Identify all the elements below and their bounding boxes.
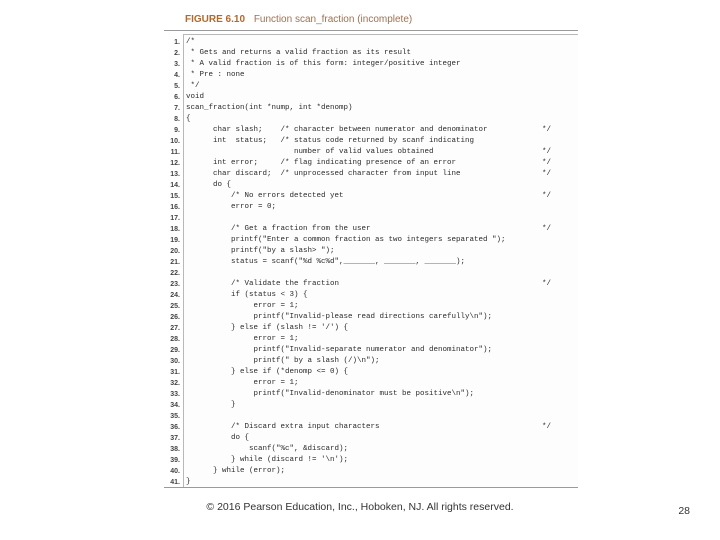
comment-end: */ [542, 126, 552, 134]
code-line [164, 70, 574, 81]
code-line [164, 334, 574, 345]
code-text: } [186, 401, 236, 409]
line-number: 12. [170, 160, 180, 167]
line-number: 5. [174, 83, 180, 90]
code-line [164, 213, 574, 224]
line-number: 2. [174, 50, 180, 57]
line-number: 20. [170, 248, 180, 255]
line-number: 16. [170, 204, 180, 211]
code-text: * Pre : none [186, 71, 245, 79]
comment-end: */ [542, 280, 552, 288]
code-text: error = 1; [186, 379, 299, 387]
code-line [164, 37, 574, 48]
code-text: char discard; /* unprocessed character from input line [186, 170, 461, 178]
code-line [164, 455, 574, 466]
line-number: 32. [170, 380, 180, 387]
code-text: } [186, 478, 191, 486]
code-text: } else if (*denomp <= 0) { [186, 368, 349, 376]
code-text: char slash; /* character between numerator and denominator [186, 126, 488, 134]
code-line [164, 466, 574, 477]
code-text: printf(" by a slash (/)\n"); [186, 357, 380, 365]
figure-title [185, 14, 412, 25]
code-text: printf("Invalid-separate numerator and denominator"); [186, 346, 493, 354]
comment-end: */ [542, 192, 552, 200]
figure-bottom-rule [164, 487, 578, 488]
code-line [164, 345, 574, 356]
code-text: scanf("%c", &discard); [186, 445, 349, 453]
line-number: 33. [170, 391, 180, 398]
code-line [164, 169, 574, 180]
line-number: 38. [170, 446, 180, 453]
code-line [164, 433, 574, 444]
code-line [164, 444, 574, 455]
comment-end: */ [542, 170, 552, 178]
code-line [164, 367, 574, 378]
code-line [164, 389, 574, 400]
line-number: 6. [174, 94, 180, 101]
figure-top-rule [164, 30, 578, 31]
code-line [164, 147, 574, 158]
code-line [164, 92, 574, 103]
figure-number: FIGURE 6.10 [185, 14, 246, 25]
page-number: 28 [678, 505, 690, 517]
code-line [164, 125, 574, 136]
code-text: number of valid values obtained [186, 148, 434, 156]
code-line [164, 301, 574, 312]
line-number: 19. [170, 237, 180, 244]
code-line [164, 48, 574, 59]
code-line [164, 323, 574, 334]
line-number: 35. [170, 413, 180, 420]
line-number: 10. [170, 138, 180, 145]
code-line [164, 411, 574, 422]
code-line [164, 224, 574, 235]
comment-end: */ [542, 159, 552, 167]
code-line [164, 235, 574, 246]
code-line [164, 400, 574, 411]
line-number: 7. [174, 105, 180, 112]
code-line [164, 191, 574, 202]
code-text: do { [186, 181, 232, 189]
line-number: 17. [170, 215, 180, 222]
line-number: 26. [170, 314, 180, 321]
line-number: 34. [170, 402, 180, 409]
line-number: 4. [174, 72, 180, 79]
code-line [164, 81, 574, 92]
line-number: 11. [170, 149, 180, 156]
line-number: 21. [170, 259, 180, 266]
line-number: 25. [170, 303, 180, 310]
code-listing [164, 37, 574, 488]
line-number: 36. [170, 424, 180, 431]
code-text: * Gets and returns a valid fraction as its result [186, 49, 412, 57]
code-line [164, 158, 574, 169]
code-line [164, 312, 574, 323]
line-number: 18. [170, 226, 180, 233]
code-line [164, 257, 574, 268]
line-number: 14. [170, 182, 180, 189]
line-number: 24. [170, 292, 180, 299]
code-text: * A valid fraction is of this form: integer/positive integer [186, 60, 461, 68]
code-line [164, 103, 574, 114]
code-text: /* Get a fraction from the user [186, 225, 371, 233]
line-number: 28. [170, 336, 180, 343]
line-number: 27. [170, 325, 180, 332]
code-line [164, 279, 574, 290]
line-number: 22. [170, 270, 180, 277]
code-text: */ [186, 82, 200, 90]
line-number: 40. [170, 468, 180, 475]
code-text: status = scanf("%d %c%d",_______, _______, _______); [186, 258, 466, 266]
code-line [164, 114, 574, 125]
comment-end: */ [542, 423, 552, 431]
comment-end: */ [542, 148, 552, 156]
code-line [164, 290, 574, 301]
code-text: /* Validate the fraction [186, 280, 340, 288]
code-text: } while (error); [186, 467, 286, 475]
code-text: error = 1; [186, 302, 299, 310]
line-number: 8. [174, 116, 180, 123]
code-text: error = 0; [186, 203, 277, 211]
line-number: 23. [170, 281, 180, 288]
code-text: } while (discard != '\n'); [186, 456, 349, 464]
comment-end: */ [542, 225, 552, 233]
line-number: 13. [170, 171, 180, 178]
line-number: 41. [170, 479, 180, 486]
code-text: int error; /* flag indicating presence of an error [186, 159, 457, 167]
code-text: scan_fraction(int *nump, int *denomp) [186, 104, 353, 112]
line-number: 29. [170, 347, 180, 354]
code-line [164, 246, 574, 257]
code-text: printf("Enter a common fraction as two integers separated "); [186, 236, 506, 244]
line-number: 15. [170, 193, 180, 200]
code-text: printf("Invalid-denominator must be positive\n"); [186, 390, 475, 398]
code-text: } else if (slash != '/') { [186, 324, 349, 332]
line-number: 1. [174, 39, 180, 46]
code-line [164, 422, 574, 433]
code-text: error = 1; [186, 335, 299, 343]
code-line [164, 378, 574, 389]
code-text: /* Discard extra input characters [186, 423, 380, 431]
line-number: 37. [170, 435, 180, 442]
code-text: /* [186, 38, 196, 46]
code-text: int status; /* status code returned by scanf indicating [186, 137, 475, 145]
figure-caption: Function scan_fraction (incomplete) [253, 14, 413, 25]
code-text: /* No errors detected yet [186, 192, 344, 200]
code-line [164, 136, 574, 147]
code-text: printf("Invalid-please read directions carefully\n"); [186, 313, 493, 321]
copyright-footer: © 2016 Pearson Education, Inc., Hoboken, NJ. All rights reserved. [206, 501, 514, 513]
code-line [164, 356, 574, 367]
code-line [164, 268, 574, 279]
line-number: 31. [170, 369, 180, 376]
code-text: if (status < 3) { [186, 291, 308, 299]
code-text: do { [186, 434, 250, 442]
line-number: 30. [170, 358, 180, 365]
line-number: 9. [174, 127, 180, 134]
code-line [164, 202, 574, 213]
code-text: void [186, 93, 205, 101]
code-text: { [186, 115, 191, 123]
line-number: 39. [170, 457, 180, 464]
code-line [164, 180, 574, 191]
line-number: 3. [174, 61, 180, 68]
code-line [164, 59, 574, 70]
code-text: printf("by a slash> "); [186, 247, 335, 255]
